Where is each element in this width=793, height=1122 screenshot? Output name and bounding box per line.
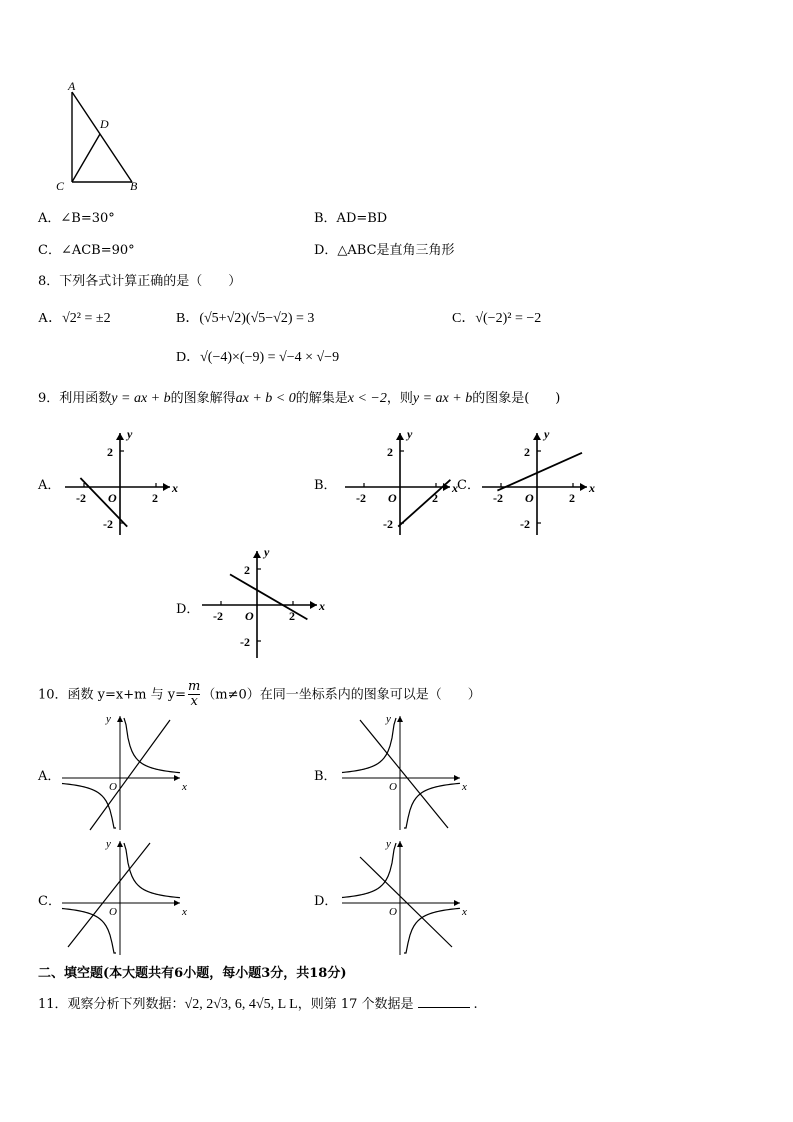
x-axis-label: x: [182, 781, 187, 793]
y-axis-arrow: [397, 841, 403, 847]
function-line: [230, 574, 307, 619]
hyperbola-branch-2: [404, 783, 460, 828]
hyperbola-branch-2: [62, 909, 116, 953]
triangle-figure: [50, 78, 150, 196]
x-axis-label: x: [172, 481, 178, 495]
y-tick-label-2: 2: [387, 445, 393, 459]
y-axis-arrow: [116, 433, 124, 440]
q9-mid1: 的图象解得: [170, 391, 236, 406]
q8-option-b[interactable]: B．(√5+√2)(√5−√2) = 3: [176, 311, 315, 326]
x-axis-arrow: [163, 483, 170, 491]
origin-label: O: [108, 491, 117, 505]
q11-pre: 11．观察分析下列数据：: [38, 997, 185, 1012]
q9-graph-c[interactable]: [477, 425, 602, 540]
q9-stem: [38, 387, 560, 407]
q9-graph-a[interactable]: [60, 425, 185, 540]
x-tick-label-neg2: -2: [493, 491, 503, 505]
q10-graph-a[interactable]: [60, 712, 190, 832]
x-axis-arrow: [454, 775, 460, 781]
section-2-title: 二、填空题(本大题共有6小题，每小题3分，共18分): [38, 966, 347, 981]
q7-option-b[interactable]: B．AD=BD: [314, 211, 388, 226]
y-axis-label: y: [264, 545, 270, 559]
q11-sequence: √2, 2√3, 6, 4√5, L L: [184, 997, 298, 1012]
x-tick-label-2: 2: [569, 491, 575, 505]
linear-function-line: [360, 720, 448, 828]
x-tick-label-2: 2: [432, 491, 438, 505]
q9-function: y = ax + b: [111, 391, 171, 406]
q10-stem-pre: 10．函数 y=x+m 与 y=: [38, 687, 186, 703]
y-axis-label: y: [127, 427, 133, 441]
linear-function-line: [90, 720, 170, 830]
vertex-d: D: [100, 117, 109, 131]
x-axis-label: x: [589, 481, 595, 495]
y-tick-label-neg2: -2: [520, 517, 530, 531]
x-axis-label: x: [182, 906, 187, 918]
y-axis-arrow: [253, 551, 261, 558]
q10-stem-post: （m≠0）在同一坐标系内的图象可以是（ ）: [202, 687, 481, 703]
origin-label: O: [388, 491, 397, 505]
q8-stem: 8．下列各式计算正确的是（ ）: [38, 274, 242, 289]
q9-end: 的图象是( ): [472, 391, 561, 406]
origin-label: O: [525, 491, 534, 505]
q11-post: ，则第 17 个数据是: [297, 997, 414, 1012]
y-tick-label-2: 2: [524, 445, 530, 459]
y-tick-label-neg2: -2: [383, 517, 393, 531]
q9-graph-b[interactable]: [340, 425, 465, 540]
x-axis-arrow: [580, 483, 587, 491]
q8-option-a[interactable]: A．√2² = ±2: [38, 311, 111, 326]
x-axis-arrow: [454, 900, 460, 906]
y-axis-arrow: [533, 433, 541, 440]
origin-label: O: [109, 906, 117, 918]
origin-label: O: [245, 609, 254, 623]
y-axis-label: y: [544, 427, 550, 441]
q9-function-2: y = ax + b: [412, 391, 473, 406]
x-axis-label: x: [319, 599, 325, 613]
vertex-b: B: [130, 179, 138, 193]
q8-option-d[interactable]: D．√(−4)×(−9) = √−4 × √−9: [176, 350, 340, 365]
q7-option-a[interactable]: A．∠B=30°: [38, 211, 115, 226]
linear-function-line: [360, 857, 452, 947]
x-axis-label: x: [462, 781, 467, 793]
q10-graph-c[interactable]: [60, 837, 190, 957]
q11-end: .: [473, 997, 478, 1012]
hyperbola-branch-1: [342, 843, 396, 897]
x-axis-label: x: [452, 481, 458, 495]
y-tick-label-2: 2: [107, 445, 113, 459]
q9-option-a-label[interactable]: A．: [38, 478, 61, 493]
q9-inequality: ax + b < 0: [235, 391, 296, 406]
y-axis-label: y: [386, 838, 391, 850]
y-axis-arrow: [117, 716, 123, 722]
y-axis-label: y: [106, 838, 111, 850]
x-axis-arrow: [310, 601, 317, 609]
x-tick-label-neg2: -2: [356, 491, 366, 505]
x-tick-label-neg2: -2: [76, 491, 86, 505]
q9-option-c-label[interactable]: C．: [457, 478, 480, 493]
origin-label: O: [389, 906, 397, 918]
y-axis-label: y: [386, 713, 391, 725]
q9-option-d-label[interactable]: D．: [176, 602, 200, 617]
q9-solution: x < −2: [347, 391, 387, 406]
y-tick-label-neg2: -2: [103, 517, 113, 531]
x-tick-label-neg2: -2: [213, 609, 223, 623]
vertex-a: A: [68, 79, 76, 93]
x-tick-label-2: 2: [289, 609, 295, 623]
x-axis-arrow: [174, 900, 180, 906]
y-axis-arrow: [397, 716, 403, 722]
y-axis-arrow: [117, 841, 123, 847]
hyperbola-branch-1: [124, 843, 180, 898]
x-axis-label: x: [462, 906, 467, 918]
q10-graph-d[interactable]: [340, 837, 470, 957]
q11-stem: [38, 993, 478, 1013]
y-axis-label: y: [106, 713, 111, 725]
q10-fraction-denominator: x: [190, 694, 198, 710]
origin-label: O: [389, 781, 397, 793]
y-tick-label-neg2: -2: [240, 635, 250, 649]
x-tick-label-2: 2: [152, 491, 158, 505]
q10-option-b-label[interactable]: B．: [314, 769, 337, 784]
q10-stem: [38, 680, 481, 710]
origin-label: O: [109, 781, 117, 793]
q7-option-c[interactable]: C．∠ACB=90°: [38, 243, 135, 258]
y-tick-label-2: 2: [244, 563, 250, 577]
q9-graph-d[interactable]: [197, 543, 332, 663]
q10-option-a-label[interactable]: A．: [38, 769, 61, 784]
q10-option-c-label[interactable]: C．: [38, 894, 61, 909]
q9-mid3: ，则: [386, 391, 413, 406]
q7-option-d[interactable]: D．△ABC是直角三角形: [314, 243, 455, 258]
q9-stem-pre: 9．利用函数: [38, 391, 112, 406]
q8-option-c[interactable]: C．√(−2)² = −2: [452, 311, 542, 326]
y-axis-label: y: [407, 427, 413, 441]
q10-fraction-numerator: m: [187, 679, 201, 694]
q9-option-b-label[interactable]: B．: [314, 478, 337, 493]
vertex-c: C: [56, 179, 65, 193]
y-axis-arrow: [396, 433, 404, 440]
x-axis-arrow: [174, 775, 180, 781]
q10-option-d-label[interactable]: D．: [314, 894, 338, 909]
hyperbola-branch-1: [342, 718, 396, 772]
q11-answer-blank[interactable]: [418, 1007, 470, 1008]
q10-graph-b[interactable]: [340, 712, 470, 832]
q9-mid2: 的解集是: [295, 391, 348, 406]
function-line: [497, 453, 582, 491]
